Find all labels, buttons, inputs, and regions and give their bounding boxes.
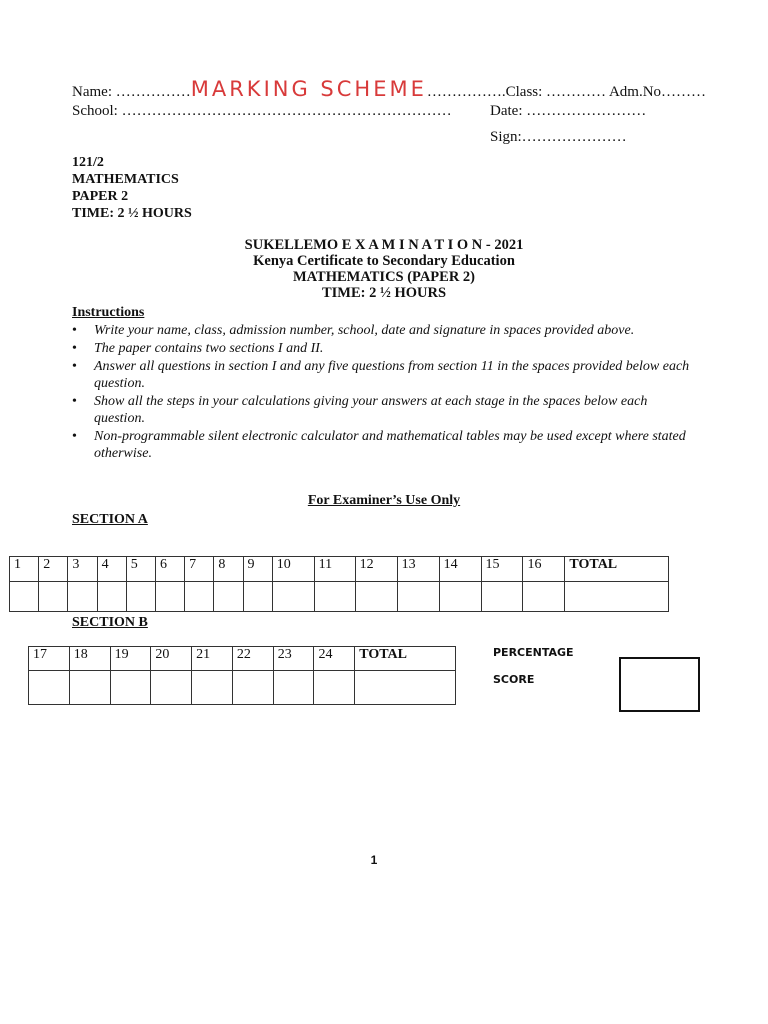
exam-title-line2: Kenya Certificate to Secondary Education: [253, 253, 515, 269]
section-b-col-header: TOTAL: [355, 647, 456, 671]
date-line: Date: ……………………: [490, 103, 647, 119]
section-b-score-cell[interactable]: [192, 671, 233, 705]
school-line: School: …………………………………………………………: [72, 103, 452, 119]
section-a-score-cell[interactable]: [272, 582, 314, 612]
section-a-heading: SECTION A: [72, 512, 148, 527]
section-a-score-cell[interactable]: [39, 582, 68, 612]
score-label: SCORE: [493, 673, 535, 686]
section-a-col-header: TOTAL: [565, 557, 669, 582]
section-a-score-cell[interactable]: [565, 582, 669, 612]
instructions-list: [72, 322, 692, 463]
percentage-score-box[interactable]: [619, 657, 700, 712]
section-a-col-header: 13: [397, 557, 439, 582]
section-a-col-header: 10: [272, 557, 314, 582]
section-b-heading: SECTION B: [72, 615, 148, 630]
section-a-score-cell[interactable]: [155, 582, 184, 612]
paper-code-block: [72, 154, 192, 222]
exam-title-line1: SUKELLEMO E X A M I N A T I O N - 2021: [244, 237, 524, 253]
section-b-score-cell[interactable]: [232, 671, 273, 705]
section-a-score-cell[interactable]: [439, 582, 481, 612]
sign-line: Sign:…………………: [490, 129, 627, 145]
class-adm-label: …………….Class: ………… Adm.No………: [426, 84, 707, 100]
percentage-label: PERCENTAGE: [493, 646, 574, 659]
page-number: 1: [370, 853, 378, 867]
section-a-table: [9, 556, 669, 612]
section-a-score-cell[interactable]: [97, 582, 126, 612]
name-label: Name: ……………: [72, 84, 191, 100]
subject: MATHEMATICS: [72, 172, 179, 187]
section-a-score-cell[interactable]: [397, 582, 439, 612]
section-b-table: [28, 646, 456, 705]
section-a-col-header: 1: [10, 557, 39, 582]
section-a-col-header: 9: [243, 557, 272, 582]
instructions-heading: Instructions: [72, 305, 145, 320]
section-a-col-header: 4: [97, 557, 126, 582]
exam-title-line3: MATHEMATICS (PAPER 2): [292, 269, 476, 285]
section-a-col-header: 12: [355, 557, 397, 582]
section-a-score-cell[interactable]: [481, 582, 523, 612]
section-b-col-header: 24: [314, 647, 355, 671]
examiner-heading: For Examiner’s Use Only: [307, 493, 461, 508]
section-a-col-header: 5: [126, 557, 155, 582]
section-a-score-cell[interactable]: [523, 582, 565, 612]
paper-code: 121/2: [72, 155, 104, 170]
section-a-score-cell[interactable]: [185, 582, 214, 612]
instruction-item: • Answer all questions in section I and any five questions from section 11 in the spaces provided below each question.: [72, 358, 692, 392]
section-b-col-header: 19: [110, 647, 151, 671]
section-b-col-header: 23: [273, 647, 314, 671]
section-a-score-cell[interactable]: [214, 582, 243, 612]
section-b-score-cell[interactable]: [110, 671, 151, 705]
section-b-col-header: 18: [69, 647, 110, 671]
section-a-col-header: 14: [439, 557, 481, 582]
section-a-score-cell[interactable]: [10, 582, 39, 612]
section-b-score-cell[interactable]: [151, 671, 192, 705]
instruction-item: • Show all the steps in your calculations giving your answers at each stage in the spaces below each question.: [72, 393, 692, 427]
section-b-col-header: 21: [192, 647, 233, 671]
section-a-score-cell[interactable]: [68, 582, 97, 612]
exam-title: [0, 237, 768, 301]
section-a-col-header: 15: [481, 557, 523, 582]
section-b-score-cell[interactable]: [69, 671, 110, 705]
section-b-col-header: 17: [29, 647, 70, 671]
instruction-item: • Non-programmable silent electronic calculator and mathematical tables may be used except where stated otherwise.: [72, 428, 692, 462]
section-a-score-cell[interactable]: [126, 582, 155, 612]
name-line: [72, 77, 706, 101]
section-a-col-header: 16: [523, 557, 565, 582]
section-a-score-cell[interactable]: [355, 582, 397, 612]
paper-number: PAPER 2: [72, 189, 129, 204]
exam-title-line4: TIME: 2 ½ HOURS: [321, 285, 447, 301]
section-a-col-header: 7: [185, 557, 214, 582]
instruction-item: • Write your name, class, admission number, school, date and signature in spaces provided above.: [72, 322, 692, 339]
section-a-col-header: 11: [314, 557, 355, 582]
section-b-col-header: 20: [151, 647, 192, 671]
instruction-item: • The paper contains two sections I and II.: [72, 340, 692, 357]
section-a-score-cell[interactable]: [243, 582, 272, 612]
section-a-col-header: 2: [39, 557, 68, 582]
section-a-score-cell[interactable]: [314, 582, 355, 612]
section-b-score-cell[interactable]: [273, 671, 314, 705]
section-a-col-header: 6: [155, 557, 184, 582]
paper-time: TIME: 2 ½ HOURS: [72, 206, 192, 221]
section-a-col-header: 3: [68, 557, 97, 582]
section-b-score-cell[interactable]: [314, 671, 355, 705]
section-b-col-header: 22: [232, 647, 273, 671]
handwritten-name: MARKING SCHEME: [190, 77, 427, 101]
section-b-score-cell[interactable]: [29, 671, 70, 705]
section-a-col-header: 8: [214, 557, 243, 582]
section-b-score-cell[interactable]: [355, 671, 456, 705]
